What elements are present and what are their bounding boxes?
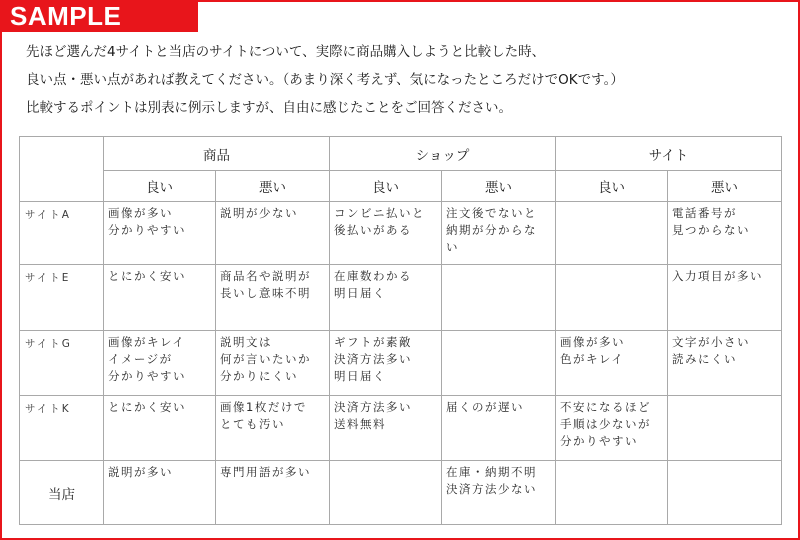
comment-cell — [216, 331, 330, 396]
comment-cell — [104, 461, 216, 525]
comment-cell — [668, 396, 782, 461]
comparison-table — [19, 136, 782, 525]
comment-line: 決済方法多い — [334, 400, 412, 414]
comment-line: 分かりにくい — [220, 369, 298, 383]
comment-cell — [442, 202, 556, 265]
comment-line: 在庫・納期不明 — [446, 465, 537, 479]
comment-cell — [216, 396, 330, 461]
comment-line: 文字が小さい — [672, 335, 750, 349]
comment-cell — [556, 265, 668, 331]
comment-cell — [556, 461, 668, 525]
comment-line: 決済方法少ない — [446, 482, 537, 496]
comment-line: 手順は少ないが — [560, 417, 651, 431]
comment-line: 納期が分からな — [446, 223, 537, 237]
table-row — [20, 265, 782, 331]
comment-line: 画像1枚だけで — [220, 400, 307, 414]
comment-line: 電話番号が — [672, 206, 737, 220]
comment-line: 届くのが遅い — [446, 400, 524, 414]
comment-line: 長いし意味不明 — [220, 286, 311, 300]
row-label: サイトE — [20, 265, 104, 331]
intro-line: 良い点・悪い点があれば教えてください。（あまり深く考えず、気になったところだけでOKです。） — [26, 72, 624, 88]
comment-line: 後払いがある — [334, 223, 412, 237]
group-header-shop: ショップ — [330, 137, 556, 171]
subheader-good: 良い — [104, 171, 216, 202]
comment-cell — [668, 331, 782, 396]
subheader-bad: 悪い — [216, 171, 330, 202]
subheader-good: 良い — [330, 171, 442, 202]
comment-line: コンビニ払いと — [334, 206, 425, 220]
subheader-good: 良い — [556, 171, 668, 202]
comment-cell — [330, 396, 442, 461]
comment-cell — [668, 202, 782, 265]
comment-cell — [556, 202, 668, 265]
subheader-bad: 悪い — [668, 171, 782, 202]
table-row — [20, 396, 782, 461]
comment-line: 画像がキレイ — [108, 335, 186, 349]
comment-cell — [330, 265, 442, 331]
comment-cell — [442, 265, 556, 331]
comment-line: とにかく安い — [108, 400, 186, 414]
comment-line: 画像が多い — [108, 206, 173, 220]
comment-line: 専門用語が多い — [220, 465, 311, 479]
row-label: 当店 — [20, 461, 104, 525]
sample-badge: SAMPLE — [0, 0, 198, 32]
comment-line: い — [446, 240, 459, 254]
comment-line: ギフトが素敵 — [334, 335, 412, 349]
comment-line: 画像が多い — [560, 335, 625, 349]
subheader-bad: 悪い — [442, 171, 556, 202]
comment-line: 注文後でないと — [446, 206, 537, 220]
comment-line: 何が言いたいか — [220, 352, 311, 366]
comment-cell — [104, 396, 216, 461]
table-row — [20, 331, 782, 396]
comment-line: 送料無料 — [334, 417, 386, 431]
comment-line: 入力項目が多い — [672, 269, 763, 283]
comment-cell — [104, 265, 216, 331]
row-label: サイトA — [20, 202, 104, 265]
comment-line: 説明が少ない — [220, 206, 298, 220]
comment-line: とにかく安い — [108, 269, 186, 283]
comment-line: 説明文は — [220, 335, 272, 349]
comment-line: 明日届く — [334, 369, 386, 383]
comment-cell — [216, 202, 330, 265]
comment-cell — [330, 331, 442, 396]
comment-line: 色がキレイ — [560, 352, 625, 366]
comment-line: 説明が多い — [108, 465, 173, 479]
row-label: サイトK — [20, 396, 104, 461]
comment-cell — [442, 331, 556, 396]
comment-line: 分かりやすい — [108, 223, 186, 237]
comment-line: とても汚い — [220, 417, 285, 431]
comment-cell — [216, 461, 330, 525]
intro-text — [26, 38, 786, 122]
row-label: サイトG — [20, 331, 104, 396]
comment-cell — [104, 331, 216, 396]
table-row — [20, 202, 782, 265]
table-row — [20, 461, 782, 525]
comment-cell — [556, 331, 668, 396]
comment-line: 見つからない — [672, 223, 750, 237]
comment-line: 読みにくい — [672, 352, 737, 366]
group-header-site: サイト — [556, 137, 782, 171]
comment-line: 在庫数わかる — [334, 269, 412, 283]
comment-line: 決済方法多い — [334, 352, 412, 366]
corner-cell — [20, 137, 104, 202]
comment-cell — [556, 396, 668, 461]
comment-cell — [216, 265, 330, 331]
group-header-product: 商品 — [104, 137, 330, 171]
comment-cell — [668, 265, 782, 331]
comment-line: 商品名や説明が — [220, 269, 311, 283]
intro-line: 比較するポイントは別表に例示しますが、自由に感じたことをご回答ください。 — [26, 100, 512, 116]
comment-cell — [442, 461, 556, 525]
comment-line: 不安になるほど — [560, 400, 651, 414]
comment-cell — [442, 396, 556, 461]
comment-line: 明日届く — [334, 286, 386, 300]
comment-cell — [330, 202, 442, 265]
comment-line: イメージが — [108, 352, 173, 366]
intro-line: 先ほど選んだ4サイトと当店のサイトについて、実際に商品購入しようと比較した時、 — [26, 44, 546, 60]
comment-cell — [104, 202, 216, 265]
comment-cell — [668, 461, 782, 525]
comment-line: 分かりやすい — [560, 434, 638, 448]
comment-line: 分かりやすい — [108, 369, 186, 383]
comment-cell — [330, 461, 442, 525]
